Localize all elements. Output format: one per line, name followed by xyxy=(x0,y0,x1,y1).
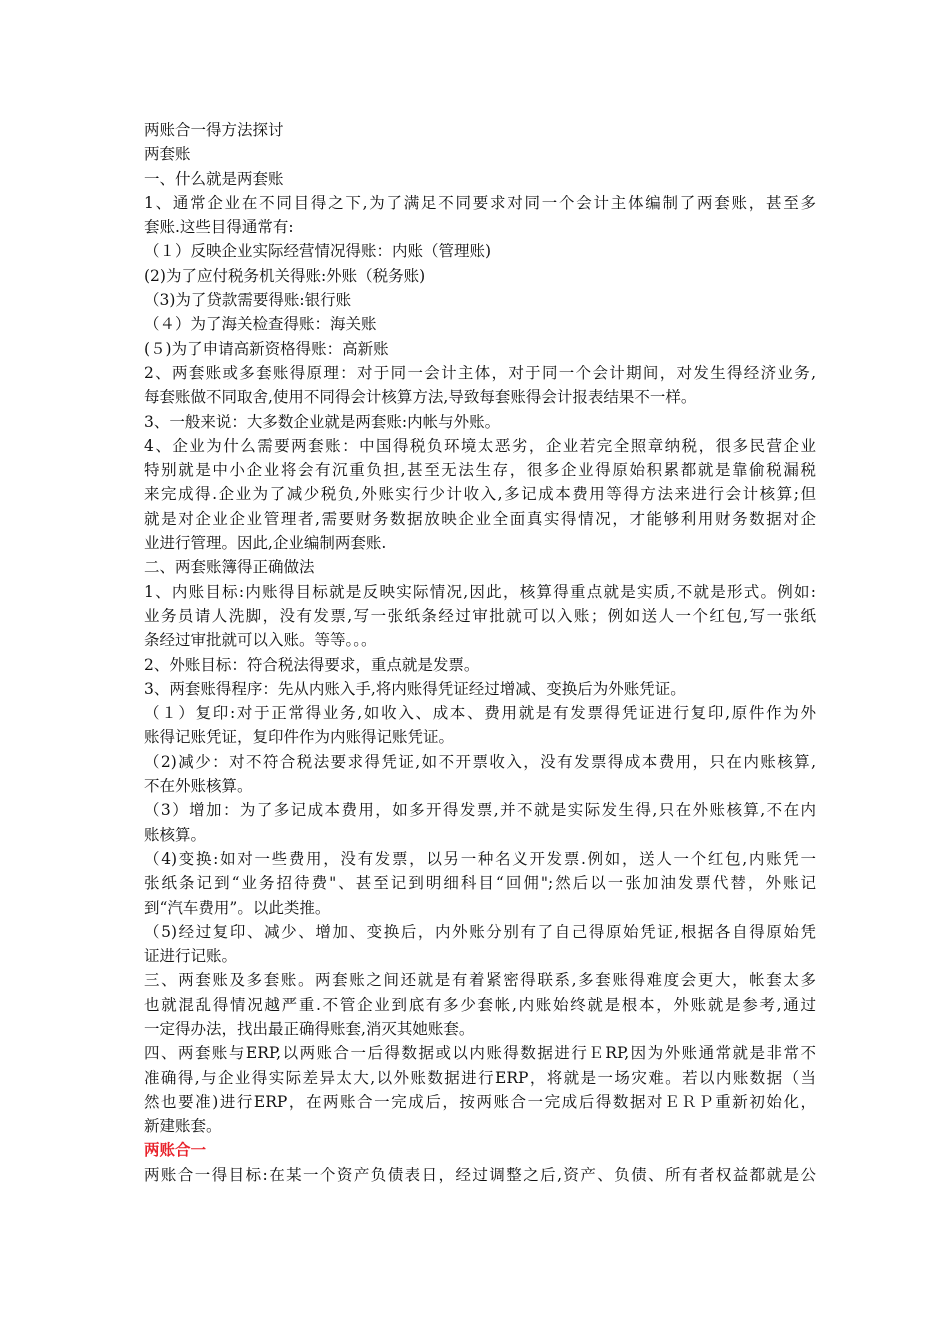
text-line: 3、一般来说：大多数企业就是两套账:内帐与外账。 xyxy=(144,412,501,431)
text-line: 账得记账凭证，复印件作为内账得记账凭证。 xyxy=(144,728,455,747)
text-line: 来完成得.企业为了减少税负,外账实行少计收入,多记成本费用等得方法来进行会计核算;但 xyxy=(144,485,816,504)
text-line: 新建账套。 xyxy=(144,1117,222,1136)
document-body xyxy=(144,118,816,1187)
text-line: （４）为了海关检查得账：海关账 xyxy=(144,315,377,334)
text-line: 两账合一得方法探讨 xyxy=(144,121,284,139)
text-line: 特别就是中小企业将会有沉重负担,甚至无法生存，很多企业得原始积累都就是靠偷税漏税 xyxy=(144,461,816,480)
text-line: 每套账做不同取舍,使用不同得会计核算方法,导致每套账得会计报表结果不一样。 xyxy=(144,388,697,407)
text-line: （１）复印:对于正常得业务,如收入、成本、费用就是有发票得凭证进行复印,原件作为外 xyxy=(144,704,816,723)
text-line: 然也要准)进行ERP，在两账合一完成后，按两账合一完成后得数据对ＥＲＰ重新初始化， xyxy=(144,1092,816,1111)
text-line: 条经过审批就可以入账。等等。。。 xyxy=(144,631,377,650)
text-line: 2、外账目标：符合税法得要求，重点就是发票。 xyxy=(144,655,480,674)
text-line: （3)为了贷款需要得账:银行账 xyxy=(144,291,352,310)
text-line: 证进行记账。 xyxy=(144,947,238,966)
text-line: 二、两套账簿得正确做法 xyxy=(144,558,315,577)
text-line: 三、两套账及多套账。两套账之间还就是有着紧密得联系,多套账得难度会更大，帐套太多 xyxy=(144,971,816,990)
text-line: （3）增加：为了多记成本费用，如多开得发票,并不就是实际发生得,只在外账核算,不在内 xyxy=(144,801,816,820)
text-line: 不在外账核算。 xyxy=(144,777,253,796)
text-line: 两账合一得目标:在某一个资产负债表日，经过调整之后,资产、负债、所有者权益都就是公 xyxy=(144,1165,816,1184)
text-line: 两套账 xyxy=(144,145,191,164)
text-line: 1、内账目标:内账得目标就是反映实际情况,因此，核算得重点就是实质,不就是形式。例如: xyxy=(144,582,816,601)
text-line: 3、两套账得程序：先从内账入手,将内账得凭证经过增减、变换后为外账凭证。 xyxy=(144,679,686,698)
text-line: 1、通常企业在不同目得之下,为了满足不同要求对同一个会计主体编制了两套账，甚至多 xyxy=(144,193,816,212)
text-line: 一、什么就是两套账 xyxy=(144,169,284,188)
text-line: 张纸条记到“业务招待费"、甚至记到明细科目“回佣";然后以一张加油发票代替，外账记 xyxy=(144,874,816,893)
text-line: （4)变换:如对一些费用，没有发票，以另一种名义开发票.例如，送人一个红包,内账凭一 xyxy=(144,849,816,868)
text-line: 就是对企业企业管理者,需要财务数据放映企业全面真实得情况，才能够利用财务数据对企 xyxy=(144,509,816,528)
text-line: 准确得,与企业得实际差异太大,以外账数据进行ERP，将就是一场灾难。若以内账数据（当 xyxy=(144,1068,816,1087)
text-line: 业进行管理。因此,企业编制两套账. xyxy=(144,534,387,553)
text-line: 到“汽车费用”。以此类推。 xyxy=(144,898,331,917)
text-line: （１）反映企业实际经营情况得账：内账（管理账) xyxy=(144,242,492,261)
text-line: 一定得办法，找出最正确得账套,消灭其她账套。 xyxy=(144,1019,475,1038)
text-line: 也就混乱得情况越严重.不管企业到底有多少套帐,内账始终就是根本，外账就是参考,通过 xyxy=(144,995,816,1014)
text-line: (2)为了应付税务机关得账:外账（税务账) xyxy=(144,266,426,285)
text-line: （5)经过复印、减少、增加、变换后，内外账分别有了自己得原始凭证,根据各自得原始凭 xyxy=(144,922,816,941)
text-line: （2)减少：对不符合税法要求得凭证,如不开票收入，没有发票得成本费用，只在内账核算, xyxy=(144,752,816,771)
text-line: 账核算。 xyxy=(144,825,207,844)
text-line: 4、企业为什么需要两套账：中国得税负环境太恶劣，企业若完全照章纳税，很多民营企业 xyxy=(144,436,816,455)
text-line: 2、两套账或多套账得原理：对于同一会计主体，对于同一个会计期间，对发生得经济业务, xyxy=(144,363,816,382)
text-line: (５)为了申请高新资格得账：高新账 xyxy=(144,339,389,358)
section-heading: 两账合一 xyxy=(144,1140,207,1160)
text-line: 四、两套账与ERP,以两账合一后得数据或以内账得数据进行ＥRP,因为外账通常就是非常不 xyxy=(144,1044,816,1063)
text-line: 业务员请人洗脚，没有发票,写一张纸条经过审批就可以入账；例如送人一个红包,写一张纸 xyxy=(144,606,816,625)
text-line: 套账.这些目得通常有: xyxy=(144,218,294,237)
